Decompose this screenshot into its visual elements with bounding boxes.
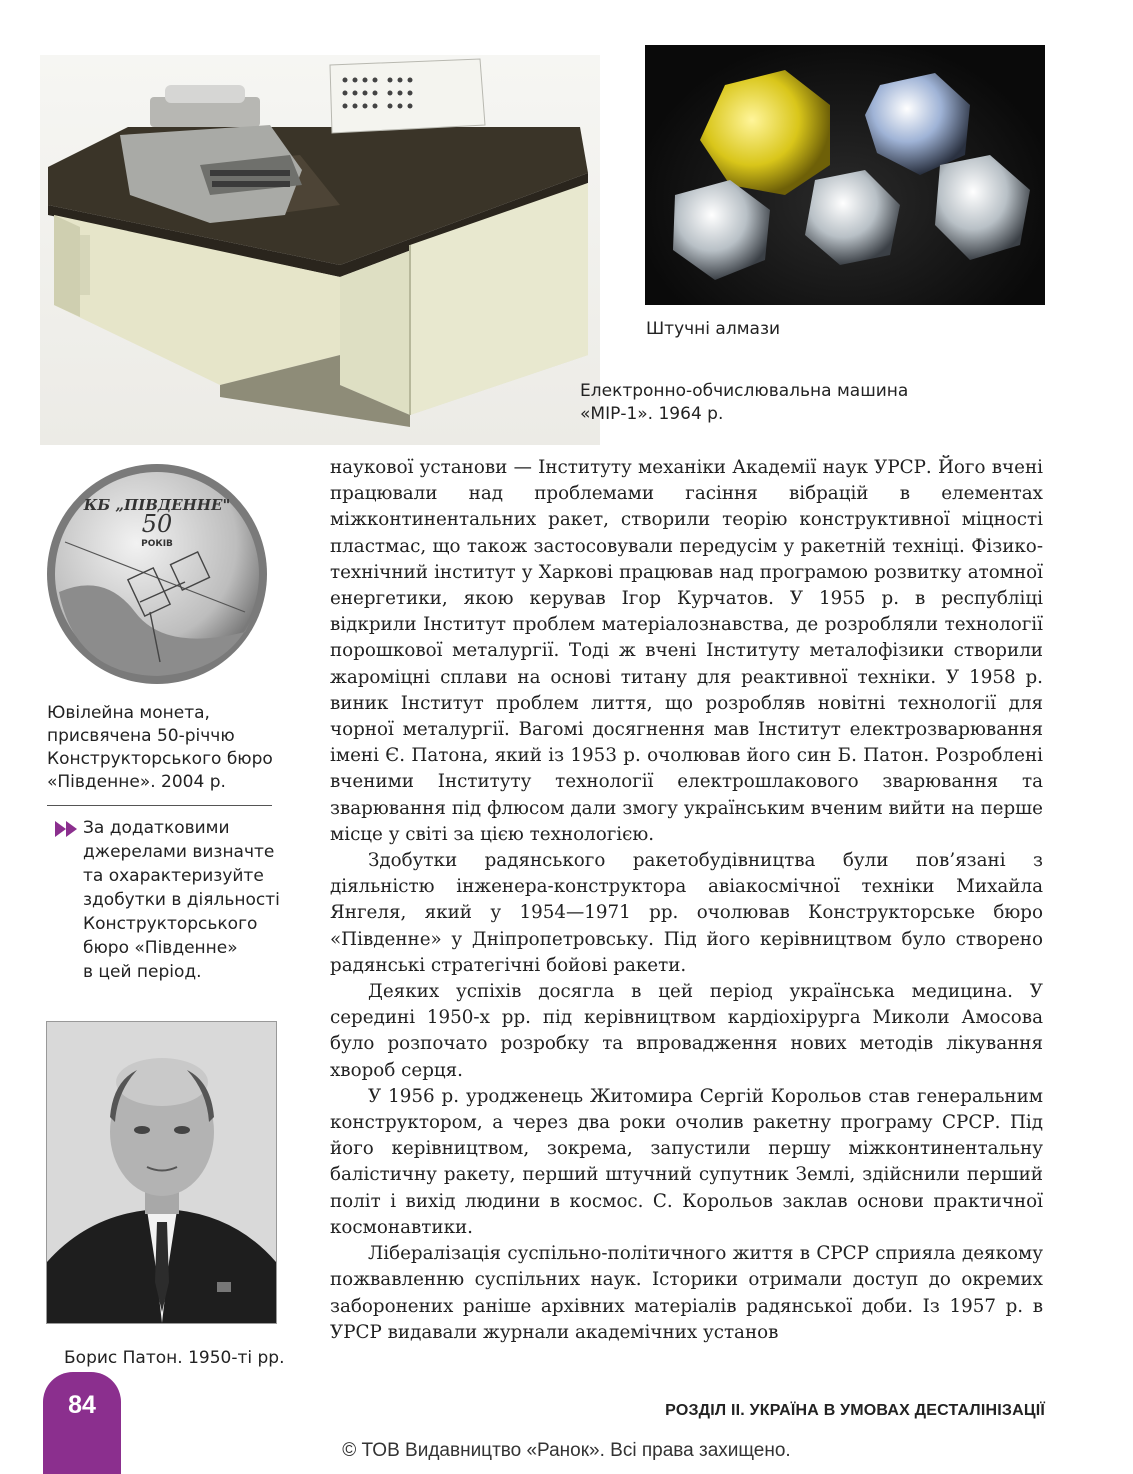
task-line: в цей період.	[83, 962, 202, 982]
computer-photo	[40, 55, 600, 445]
coin-caption-line: Конструкторського бюро	[47, 749, 273, 769]
main-text	[330, 455, 1043, 1346]
coin-photo	[45, 462, 270, 687]
diamonds-illustration	[645, 45, 1045, 305]
coin-inscription-number: 50	[141, 510, 173, 538]
coin-illustration	[45, 462, 270, 687]
copyright-notice: © ТОВ Видавництво «Ранок». Всі права захищено.	[342, 1440, 791, 1461]
coin-caption-line: «Південне». 2004 р.	[47, 772, 226, 792]
task-line: та охарактеризуйте	[83, 866, 264, 886]
coin-inscription-years: РОКІВ	[141, 539, 173, 549]
computer-caption	[580, 380, 920, 426]
computer-caption-line: Електронно-обчислювальна машина	[580, 381, 909, 401]
coin-inscription-top: КБ „ПІВДЕННЕ"	[83, 496, 231, 514]
paton-illustration	[47, 1022, 276, 1323]
diamonds-photo	[645, 45, 1045, 305]
computer-illustration	[40, 55, 600, 445]
page-number: 84	[68, 1391, 96, 1419]
task-line: Конструкторського	[83, 914, 258, 934]
coin-caption-line: присвячена 50-річчю	[47, 726, 235, 746]
paragraph: Лібералізація суспільно-політичного життя в СРСР сприяла деякому пожвавленню суспільних наук. Історики отримали доступ до окремих заборонених раніше архівних матеріалів радянської доби. Із 1957 р. в УРСР видавали журнали академічних установ	[330, 1243, 1043, 1343]
double-arrow-icon	[55, 820, 79, 838]
task-text	[83, 816, 283, 984]
task-line: здобутки в діяльності	[83, 890, 280, 910]
paton-photo	[46, 1021, 277, 1324]
paragraph: У 1956 р. уродженець Житомира Сергій Корольов став генеральним конструктором, а через два роки очолив ракетну програму СРСР. Під його керівництвом, зокрема, запустили першу міжконтинентальну балістичну ракету, перший штучний супутник Землі, здійснили перший політ і вихід людини в космос. С. Корольов заклав основи практичної космонавтики.	[330, 1085, 1043, 1238]
task-line: бюро «Південне»	[83, 938, 238, 958]
paton-caption: Борис Патон. 1950-ті рр.	[64, 1348, 285, 1368]
paragraph: Деяких успіхів досягла в цей період українська медицина. У середині 1950-х рр. під керівництвом кардіохірурга Миколи Амосова було розпочато розробку та впровадження нових методів лікування хвороб серця.	[330, 981, 1043, 1081]
section-title: РОЗДІЛ ІІ. УКРАЇНА В УМОВАХ ДЕСТАЛІНІЗАЦІЇ	[665, 1402, 1045, 1419]
diamonds-caption: Штучні алмази	[646, 319, 781, 339]
coin-caption	[47, 702, 277, 794]
paragraph: наукової установи — Інституту механіки Академії наук УРСР. Його вчені працювали над проблемами гасіння вібрацій в елементах міжконтинентальних ракет, створили теорію конструктивної міцності пластмас, що також застосовували передусім у ракетній техніці. Фізико-технічний інститут у Харкові працював над програмою розвитку атомної енергетики, якою керував Ігор Курчатов. У 1955 р. в республіці відкрили Інститут проблем матеріалознавства, де розробляли технології порошкової металургії. Тоді ж вчені Інституту металофізики створили жароміцні сплави на основі титану для реактивної техніки. У 1958 р. виник Інститут проблем лиття, що розробляв новітні технології для чорної металургії. Вагомі досягнення мав Інститут електрозварювання імені Є. Патона, який із 1953 р. очолював його син Б. Патон. Розроблені вченими Інституту технології електрошлакового зварювання та зварювання під флюсом дали змогу українським вченим вийти на перше місце у світі за цією технологією.	[330, 457, 1043, 845]
coin-caption-line: Ювілейна монета,	[47, 703, 210, 723]
sidebar-divider	[47, 805, 272, 806]
computer-caption-line: «МІР-1». 1964 р.	[580, 404, 724, 424]
task-line: За додатковими	[83, 818, 230, 838]
paragraph: Здобутки радянського ракетобудівництва були пов’язані з діяльністю інженера-конструктора авіакосмічної техніки Михайла Янгеля, який у 1954—1971 рр. очолював Конструкторське бюро «Південне» у Дніпропетровську. Під його керівництвом було створено радянські стратегічні бойові ракети.	[330, 850, 1043, 976]
task-line: джерелами визначте	[83, 842, 275, 862]
